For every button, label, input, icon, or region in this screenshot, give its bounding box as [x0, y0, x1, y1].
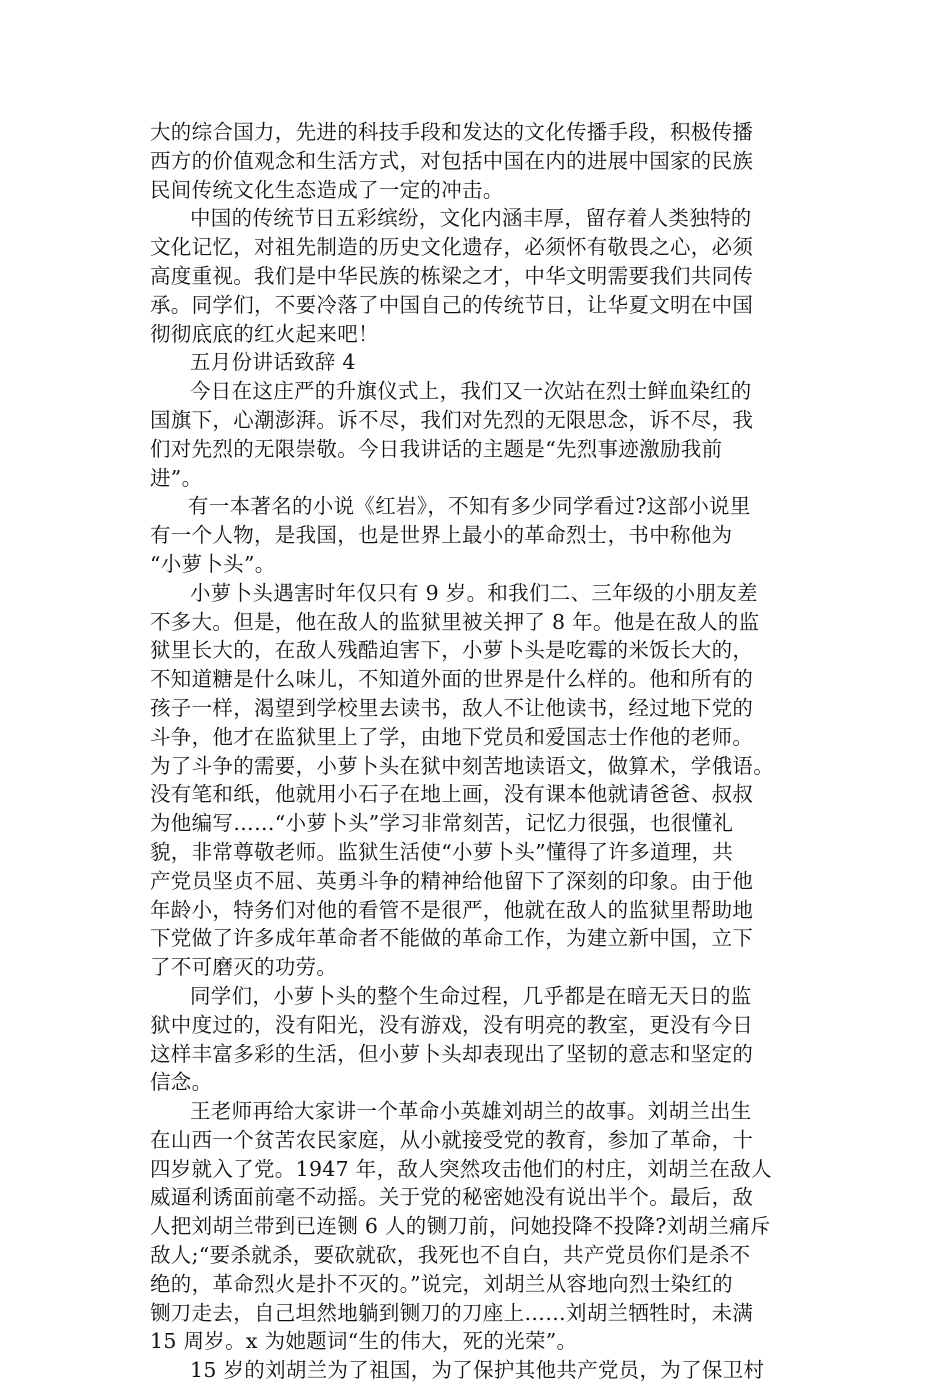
text-line: 大的综合国力，先进的科技手段和发达的文化传播手段，积极传播: [150, 120, 754, 144]
text-line: 狱中度过的，没有阳光，没有游戏，没有明亮的教室，更没有今日: [150, 1012, 754, 1037]
text-line: 高度重视。我们是中华民族的栋梁之才，中华文明需要我们共同传: [150, 263, 754, 288]
text-line: 了不可磨灭的功劳。: [150, 955, 338, 980]
text-line: 有一个人物，是我国，也是世界上最小的革命烈士，书中称他为: [150, 523, 733, 548]
text-line: 貌，非常尊敬老师。监狱生活使“小萝卜头”懂得了许多道理，共: [150, 839, 734, 864]
text-line: “小萝卜头”。: [150, 551, 276, 576]
text-line: 彻彻底底的红火起来吧！: [150, 321, 379, 346]
paragraph-start-line: 今日在这庄严的升旗仪式上，我们又一次站在烈士鲜血染红的: [190, 379, 752, 404]
paragraph-start-line: 王老师再给大家讲一个革命小英雄刘胡兰的故事。刘胡兰出生: [190, 1099, 752, 1124]
text-line: 进”。: [150, 465, 203, 490]
text-line: 为了斗争的需要，小萝卜头在狱中刻苦地读语文，做算术，学俄语。: [150, 753, 774, 778]
text-line: 人把刘胡兰带到已连铡 6 人的铡刀前，问她投降不投降?刘胡兰痛斥: [150, 1214, 771, 1239]
text-line: 文化记忆，对祖先制造的历史文化遗存，必须怀有敬畏之心，必须: [150, 235, 754, 260]
paragraph-start-line: 有一本著名的小说《红岩》，不知有多少同学看过?这部小说里: [188, 494, 751, 519]
paragraph-start-line: 同学们，小萝卜头的整个生命过程，几乎都是在暗无天日的监: [190, 983, 752, 1008]
section-heading: 五月份讲话致辞 4: [190, 350, 356, 375]
text-line: 西方的价值观念和生活方式，对包括中国在内的进展中国家的民族: [150, 148, 754, 173]
text-line: 孩子一样，渴望到学校里去读书，敌人不让他读书，经过地下党的: [150, 695, 754, 720]
text-line: 产党员坚贞不屈、英勇斗争的精神给他留下了深刻的印象。由于他: [150, 868, 754, 893]
text-line: 铡刀走去，自己坦然地躺到铡刀的刀座上……刘胡兰牺牲时，未满: [150, 1300, 754, 1325]
text-line: 国旗下，心潮澎湃。诉不尽，我们对先烈的无限思念，诉不尽，我: [150, 407, 754, 432]
text-line: 斗争，他才在监狱里上了学，由地下党员和爱国志士作他的老师。: [150, 724, 754, 749]
paragraph-start-line: 15 岁的刘胡兰为了祖国，为了保护其他共产党员，为了保卫村: [190, 1358, 765, 1383]
text-line: 不知道糖是什么味儿，不知道外面的世界是什么样的。他和所有的: [150, 667, 754, 692]
text-line: 们对先烈的无限崇敬。今日我讲话的主题是“先烈事迹激励我前: [150, 436, 723, 461]
text-line: 民间传统文化生态造成了一定的冲击。: [150, 177, 504, 202]
text-line: 这样丰富多彩的生活，但小萝卜头却表现出了坚韧的意志和坚定的: [150, 1041, 754, 1066]
text-line: 信念。: [150, 1070, 213, 1095]
text-line: 为他编写……“小萝卜头”学习非常刻苦，记忆力很强，也很懂礼: [150, 811, 734, 836]
paragraph-start-line: 小萝卜头遇害时年仅只有 9 岁。和我们二、三年级的小朋友差: [190, 580, 758, 605]
text-line: 下党做了许多成年革命者不能做的革命工作，为建立新中国，立下: [150, 926, 754, 951]
document-page: [150, 118, 800, 1385]
text-line: 威逼利诱面前毫不动摇。关于党的秘密她没有说出半个。最后，敌: [150, 1185, 754, 1210]
text-line: 四岁就入了党。1947 年，敌人突然攻击他们的村庄，刘胡兰在敌人: [150, 1156, 772, 1181]
text-line: 敌人;“要杀就杀，要砍就砍，我死也不自白，共产党员你们是杀不: [150, 1243, 751, 1268]
text-line: 没有笔和纸，他就用小石子在地上画，没有课本他就请爸爸、叔叔: [150, 782, 754, 807]
text-line: 绝的，革命烈火是扑不灭的。”说完，刘胡兰从容地向烈士染红的: [150, 1271, 733, 1296]
text-line: 年龄小，特务们对他的看管不是很严，他就在敌人的监狱里帮助地: [150, 897, 754, 922]
text-line: 不多大。但是，他在敌人的监狱里被关押了 8 年。他是在敌人的监: [150, 609, 760, 634]
paragraph-start-line: 中国的传统节日五彩缤纷，文化内涵丰厚，留存着人类独特的: [190, 206, 752, 231]
text-line: 承。同学们，不要冷落了中国自己的传统节日，让华夏文明在中国: [150, 292, 754, 317]
text-line: 狱里长大的，在敌人残酷迫害下，小萝卜头是吃霉的米饭长大的，: [150, 638, 754, 663]
text-line: 15 周岁。x 为她题词“生的伟大，死的光荣”。: [150, 1329, 578, 1354]
text-line: 在山西一个贫苦农民家庭，从小就接受党的教育，参加了革命，十: [150, 1127, 754, 1152]
